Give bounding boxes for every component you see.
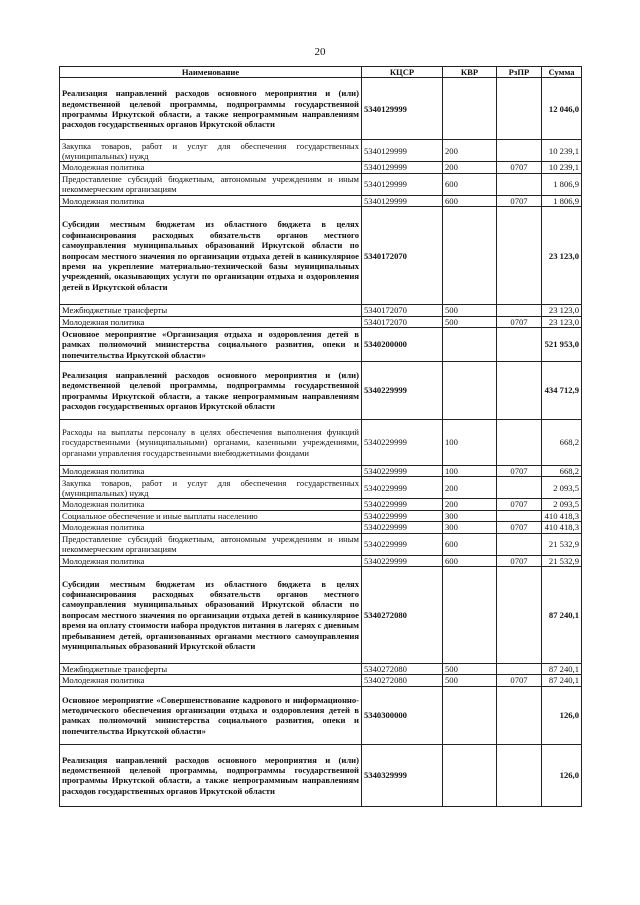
cell-sum: 1 806,9 [542,195,582,206]
cell-sum: 1 806,9 [542,173,582,195]
cell-kvr: 600 [443,173,497,195]
cell-sum: 21 532,9 [542,555,582,566]
cell-kvr [443,328,497,362]
table-row [60,162,582,173]
cell-rzpr [497,328,542,362]
cell-rzpr: 0707 [497,675,542,686]
cell-rzpr [497,140,542,162]
cell-kvr [443,207,497,305]
cell-rzpr [497,510,542,521]
cell-kcsr: 5340329999 [362,744,443,806]
cell-rzpr [497,362,542,420]
header-rzpr: РзПР [497,67,542,78]
cell-kcsr: 5340229999 [362,533,443,555]
cell-rzpr [497,664,542,675]
cell-rzpr: 0707 [497,555,542,566]
cell-sum: 521 953,0 [542,328,582,362]
cell-sum: 10 239,1 [542,162,582,173]
cell-kvr [443,686,497,744]
cell-name: Молодежная политика [60,466,362,477]
cell-name: Межбюджетные трансферты [60,664,362,675]
cell-rzpr: 0707 [497,162,542,173]
cell-name: Молодежная политика [60,162,362,173]
cell-name: Молодежная политика [60,316,362,327]
table-row [60,686,582,744]
table-row [60,477,582,499]
cell-kvr [443,78,497,140]
cell-sum: 12 046,0 [542,78,582,140]
cell-name: Закупка товаров, работ и услуг для обеспечения государственных (муниципальных) нужд [60,477,362,499]
cell-kvr: 100 [443,420,497,466]
cell-kvr: 500 [443,305,497,316]
cell-name: Молодежная политика [60,499,362,510]
cell-sum: 410 418,3 [542,510,582,521]
cell-name: Предоставление субсидий бюджетным, автономным учреждениям и иным некоммерческим организациям [60,173,362,195]
cell-rzpr [497,305,542,316]
cell-name: Реализация направлений расходов основного мероприятия и (или) ведомственной целевой программы, подпрограммы государственной программы Иркутской области, а также непрограммным направлениям расходов государственных органов Иркутской области [60,78,362,140]
table-row [60,195,582,206]
cell-sum: 23 123,0 [542,316,582,327]
table-row [60,328,582,362]
cell-name: Основное мероприятие «Организация отдыха и оздоровления детей в рамках полномочий министерства социального развития, опеки и попечительства Иркутской области» [60,328,362,362]
cell-sum: 434 712,9 [542,362,582,420]
cell-sum: 2 093,5 [542,499,582,510]
cell-kcsr: 5340229999 [362,420,443,466]
cell-name: Молодежная политика [60,675,362,686]
header-name: Наименование [60,67,362,78]
cell-name: Молодежная политика [60,555,362,566]
table-row [60,522,582,533]
cell-kvr: 300 [443,522,497,533]
cell-sum: 10 239,1 [542,140,582,162]
cell-kvr: 100 [443,466,497,477]
header-kvr: КВР [443,67,497,78]
cell-kcsr: 5340129999 [362,78,443,140]
table-row [60,420,582,466]
cell-sum: 126,0 [542,686,582,744]
table-row [60,533,582,555]
budget-table [59,66,582,807]
cell-sum: 21 532,9 [542,533,582,555]
cell-sum: 2 093,5 [542,477,582,499]
cell-kcsr: 5340229999 [362,466,443,477]
cell-name: Закупка товаров, работ и услуг для обеспечения государственных (муниципальных) нужд [60,140,362,162]
cell-sum: 87 240,1 [542,675,582,686]
cell-kcsr: 5340129999 [362,140,443,162]
cell-rzpr [497,207,542,305]
header-kcsr: КЦСР [362,67,443,78]
cell-kcsr: 5340272080 [362,567,443,664]
table-body [60,78,582,806]
cell-kvr: 600 [443,195,497,206]
cell-rzpr [497,744,542,806]
cell-kcsr: 5340229999 [362,499,443,510]
cell-rzpr [497,477,542,499]
cell-kvr [443,744,497,806]
cell-kvr: 200 [443,477,497,499]
cell-sum: 23 123,0 [542,305,582,316]
cell-kvr: 200 [443,499,497,510]
table-row [60,664,582,675]
cell-rzpr: 0707 [497,466,542,477]
cell-rzpr [497,533,542,555]
cell-kvr: 200 [443,162,497,173]
table-row [60,173,582,195]
cell-name: Социальное обеспечение и иные выплаты населению [60,510,362,521]
header-sum: Сумма [542,67,582,78]
cell-sum: 87 240,1 [542,567,582,664]
cell-sum: 87 240,1 [542,664,582,675]
cell-kcsr: 5340172070 [362,305,443,316]
cell-rzpr: 0707 [497,316,542,327]
cell-name: Молодежная политика [60,195,362,206]
cell-kvr: 500 [443,316,497,327]
cell-rzpr: 0707 [497,499,542,510]
table-row [60,555,582,566]
cell-kvr: 600 [443,533,497,555]
table-row [60,316,582,327]
cell-kcsr: 5340229999 [362,522,443,533]
table-row [60,567,582,664]
table-row [60,78,582,140]
cell-kcsr: 5340229999 [362,362,443,420]
cell-name: Реализация направлений расходов основного мероприятия и (или) ведомственной целевой программы, подпрограммы государственной программы Иркутской области, а также непрограммным направлениям расходов государственных органов Иркутской области [60,362,362,420]
cell-rzpr [497,78,542,140]
cell-rzpr [497,173,542,195]
cell-name: Реализация направлений расходов основного мероприятия и (или) ведомственной целевой программы, подпрограммы государственной программы Иркутской области, а также непрограммным направлениям расходов государственных органов Иркутской области [60,744,362,806]
cell-kcsr: 5340172070 [362,207,443,305]
cell-kcsr: 5340272080 [362,675,443,686]
table-row [60,466,582,477]
cell-sum: 23 123,0 [542,207,582,305]
cell-kvr: 300 [443,510,497,521]
cell-name: Основное мероприятие «Совершенствование кадрового и информационно-методического обеспечения организации отдыха и оздоровления детей в рамках полномочий министерства социального развития, опеки и попечительства Иркутской области» [60,686,362,744]
cell-kcsr: 5340229999 [362,510,443,521]
table-row [60,744,582,806]
page-number: 20 [314,46,326,58]
cell-kcsr: 5340300000 [362,686,443,744]
cell-kcsr: 5340272080 [362,664,443,675]
cell-kvr [443,362,497,420]
table-row [60,207,582,305]
cell-name: Межбюджетные трансферты [60,305,362,316]
cell-kcsr: 5340129999 [362,173,443,195]
cell-kcsr: 5340172070 [362,316,443,327]
cell-name: Предоставление субсидий бюджетным, автономным учреждениям и иным некоммерческим организациям [60,533,362,555]
cell-kvr [443,567,497,664]
cell-kcsr: 5340229999 [362,477,443,499]
cell-sum: 668,2 [542,420,582,466]
cell-kcsr: 5340200000 [362,328,443,362]
table-row [60,510,582,521]
cell-rzpr: 0707 [497,195,542,206]
cell-sum: 126,0 [542,744,582,806]
cell-rzpr [497,420,542,466]
table-row [60,140,582,162]
cell-kvr: 600 [443,555,497,566]
table-header [60,67,582,78]
cell-name: Молодежная политика [60,522,362,533]
table-row [60,305,582,316]
table-row [60,675,582,686]
cell-kvr: 500 [443,664,497,675]
cell-name: Субсидии местным бюджетам из областного бюджета в целях софинансирования расходных обязательств органов местного самоуправления муниципальных образований Иркутской области по вопросам местного значения по организации отдыха детей в каникулярное время на оплату стоимости набора продуктов питания в лагерях с дневным пребыванием детей, организованных органами местного самоуправления муниципальных образований Иркутской области [60,567,362,664]
cell-kcsr: 5340229999 [362,555,443,566]
table-row [60,362,582,420]
cell-rzpr: 0707 [497,522,542,533]
table-row [60,499,582,510]
cell-rzpr [497,567,542,664]
cell-kvr: 200 [443,140,497,162]
cell-kcsr: 5340129999 [362,195,443,206]
cell-sum: 410 418,3 [542,522,582,533]
cell-name: Субсидии местным бюджетам из областного бюджета в целях софинансирования расходных обязательств органов местного самоуправления муниципальных образований Иркутской области по вопросам местного значения по организации отдыха детей в каникулярное время на укрепление материально-технической базы муниципальных учреждений, оказывающих услуги по организации отдыха и оздоровления детей в Иркутской области [60,207,362,305]
cell-kvr: 500 [443,675,497,686]
cell-sum: 668,2 [542,466,582,477]
cell-name: Расходы на выплаты персоналу в целях обеспечения выполнения функций государственными (муниципальными) органами, казенными учреждениями, органами управления государственными внебюджетными фондами [60,420,362,466]
cell-kcsr: 5340129999 [362,162,443,173]
cell-rzpr [497,686,542,744]
